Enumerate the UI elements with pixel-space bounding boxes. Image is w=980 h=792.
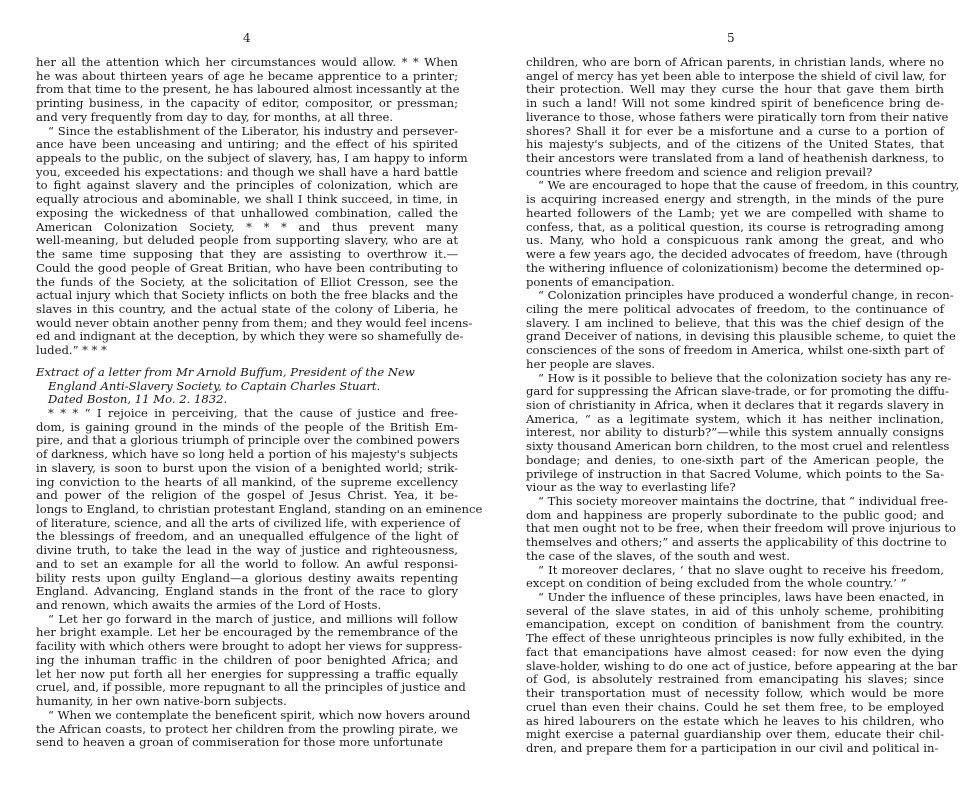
text-line: viour as the way to everlasting life? — [526, 480, 736, 495]
text-line: “ How is it possible to believe that the colonization society has any re- — [538, 370, 952, 385]
text-line: gard for suppressing the African slave-trade, or for promoting the diffu- — [526, 384, 949, 399]
right-page — [490, 0, 980, 792]
text-line: sion of christianity in Africa, when it declares that it regards slavery in — [526, 397, 944, 412]
text-line: shores? Shall it for ever be a misfortune and a curse to a portion of — [526, 123, 944, 138]
text-line: is acquiring increased energy and strength, in the minds of the pure — [526, 192, 944, 207]
text-line: and to set an example for all the world to follow. An awful responsi- — [36, 556, 458, 571]
text-line: he was about thirteen years of age he became apprentice to a printer; — [36, 68, 458, 83]
text-line: exposing the wickedness of that unhallowed combination, called the — [36, 205, 458, 220]
text-line: children, who are born of African parents, in christian lands, where no — [526, 55, 944, 69]
text-line: The effect of these unrighteous principles is now fully exhibited, in the — [526, 631, 944, 646]
text-line: us. Many, who hold a conspicuous rank among the great, and who — [526, 233, 944, 248]
text-line: equally atrocious and abominable, we shall I think succeed, in time, in — [36, 192, 458, 207]
text-line: her bright example. Let her be encouraged by the remembrance of the — [36, 625, 458, 640]
text-line: might exercise a paternal guardianship over them, educate their chil- — [526, 727, 944, 742]
text-line: except on condition of being excluded from the whole country.’ ” — [526, 576, 907, 591]
text-line: dom, is gaining ground in the minds of the people of the British Em- — [36, 419, 458, 434]
extract-heading — [36, 366, 458, 407]
text-line: and power of the religion of the gospel of Jesus Christ. Yea, it be- — [36, 488, 458, 503]
text-line: his majesty's subjects, and of the citizens of the United States, that — [526, 137, 944, 152]
text-line: Could the good people of Great Britian, who have been contributing to — [36, 260, 458, 275]
text-line: slaves in this country, and the actual state of the colony of Liberia, he — [36, 301, 458, 316]
text-line: Dated Boston, 11 Mo. 2. 1832. — [48, 392, 228, 407]
text-line: and very frequently from day to day, for months, at all three. — [36, 109, 394, 124]
text-line: would never obtain another penny from them; and they would feel incens- — [36, 315, 473, 330]
text-line: interest, nor ability to disturb?”—while this system annually consigns — [526, 425, 944, 440]
text-line: longs to England, to christian protestant England, standing on an eminence — [36, 502, 483, 516]
text-line: ed and indignant at the deception, by which they were so shamefully de- — [36, 329, 464, 344]
text-line: fact that emancipations have almost ceased: for now even the dying — [526, 644, 944, 659]
text-line: cruel than even their chains. Could he set them free, to be employed — [526, 699, 944, 714]
text-line: ponents of emancipation. — [526, 274, 675, 289]
text-line: her all the attention which her circumstances would allow. * * When — [36, 55, 458, 69]
text-line: “ When we contemplate the beneficent spirit, which now hovers around — [48, 707, 471, 722]
text-line: “ Under the influence of these principles, laws have been enacted, in — [538, 590, 945, 605]
text-line: in slavery, is soon to burst upon the vision of a benighted world; strik- — [36, 460, 458, 475]
text-line: were a few years ago, the decided advocates of freedom, have (through — [526, 247, 948, 262]
text-line: several of the slave states, in aid of this unholy scheme, prohibiting — [526, 603, 944, 618]
text-line: “ We are encouraged to hope that the cause of freedom, in this country, — [538, 178, 960, 193]
text-line: the funds of the Society, at the solicitation of Elliot Cresson, see the — [36, 274, 458, 289]
text-line: confess, that, as a political question, its course is retrograding among — [526, 219, 944, 234]
text-line: ance have been unceasing and untiring; and the effect of his spirited — [36, 137, 458, 152]
text-line: the case of the slaves, of the south and west. — [526, 548, 790, 563]
text-line: hearted followers of the Lamb; yet we are compelled with shame to — [526, 205, 944, 220]
text-line: appeals to the public, on the subject of slavery, has, I am happy to inform — [36, 151, 468, 166]
text-line: their transportation must of necessity follow, which would be more — [526, 686, 944, 701]
text-line: “ Let her go forward in the march of justice, and millions will follow — [48, 611, 458, 626]
text-line: slavery. I am inclined to believe, that this was the chief design of the — [526, 315, 944, 330]
text-line: ing conviction to the hearts of all mankind, of the supreme excellency — [36, 474, 458, 489]
text-line: printing business, in the capacity of editor, compositor, or pressman; — [36, 96, 458, 111]
text-line: you, exceeded his expectations: and though we shall have a hard battle — [36, 164, 458, 179]
text-line: “ Colonization principles have produced a wonderful change, in recon- — [538, 288, 954, 303]
text-line: bondage; and denies, to one-sixth part of the American people, the — [526, 452, 944, 467]
text-line: the African coasts, to protect her children from the prowling pirate, we — [36, 721, 458, 736]
right-text-block — [526, 55, 960, 756]
text-line: let her now put forth all her energies for suppressing a traffic equally — [36, 666, 458, 681]
text-line: liverance to those, whose fathers were piratically torn from their native — [526, 109, 949, 124]
text-line: sixty thousand American born children, to the most cruel and relentless — [526, 439, 950, 454]
text-line: dom and happiness are properly subordinate to the public good; and — [526, 507, 944, 522]
text-line: “ It moreover declares, ‘ that no slave ought to receive his freedom, — [538, 562, 944, 577]
text-line: their protection. Well may they curse the hour that gave them birth — [526, 82, 944, 97]
text-line: Extract of a letter from Mr Arnold Buffum, President of the New — [36, 364, 415, 379]
text-line: privilege of instruction in that Sacred Volume, which points to the Sa- — [526, 466, 944, 481]
text-line: as hired labourers on the estate which he leaves to his children, who — [526, 713, 944, 728]
text-line: of literature, science, and all the arts of civilized life, with experience of — [36, 515, 461, 530]
text-line: themselves and others;” and asserts the applicability of this doctrine to — [526, 535, 947, 550]
text-line: “ This society moreover maintains the doctrine, that “ individual free- — [538, 494, 948, 508]
text-line: ciling the mere political advocates of freedom, to the continuance of — [526, 301, 944, 316]
text-line: England Anti-Slavery Society, to Captain Charles Stuart. — [48, 378, 381, 393]
text-line: and renown, which awaits the armies of the Lord of Hosts. — [36, 598, 382, 613]
letter-excerpt-text — [36, 55, 473, 358]
text-line: humanity, in her own native-born subjects. — [36, 694, 287, 709]
page-number: 5 — [727, 31, 735, 45]
buffum-letter-continued-text — [526, 55, 960, 756]
text-line: England. Advancing, England stands in the front of the race to glory — [36, 584, 458, 599]
text-line: facility with which others were brought to adopt her views for suppress- — [36, 639, 463, 654]
text-line: * * * “ I rejoice in perceiving, that the cause of justice and free- — [48, 405, 458, 420]
text-line: cruel, and, if possible, more repugnant to all the principles of justice and — [36, 680, 466, 695]
left-text-block — [36, 55, 483, 750]
text-line: “ Since the establishment of the Liberator, his industry and persever- — [48, 123, 458, 138]
text-line: bility rests upon guilty England—a glorious destiny awaits repenting — [36, 570, 458, 585]
text-line: the withering influence of colonizationism) become the determined op- — [526, 260, 944, 275]
text-line: America, “ as a legitimate system, which it has neither inclination, — [526, 411, 944, 426]
text-line: consciences of the sons of freedom in America, whilst one-sixth part of — [526, 343, 944, 358]
buffum-letter-text — [36, 405, 483, 750]
page-number: 4 — [243, 31, 251, 45]
text-line: of darkness, which have so long held a portion of his majesty's subjects — [36, 447, 458, 462]
text-line: pire, and that a glorious triumph of principle over the combined powers — [36, 433, 460, 448]
text-line: ing the inhuman traffic in the children of poor benighted Africa; and — [36, 652, 458, 667]
text-line: well-meaning, but deluded people from supporting slavery, who are at — [36, 233, 458, 248]
text-line: emancipation, except on condition of banishment from the country. — [526, 617, 944, 632]
text-line: divine truth, to take the lead in the way of justice and righteousness, — [36, 543, 458, 558]
text-line: the same time supposing that they are assisting to overthrow it.— — [36, 247, 458, 262]
text-line: American Colonization Society, * * * and thus prevent many — [36, 219, 458, 234]
text-line: angel of mercy has yet been able to interpose the shield of civil law, for — [526, 68, 946, 83]
text-line: grand Deceiver of nations, in devising this plausible scheme, to quiet the — [526, 329, 956, 344]
text-line: dren, and prepare them for a participation in our civil and political in- — [526, 740, 939, 755]
text-line: in such a land! Will not some kindred spirit of beneficence bring de- — [526, 96, 944, 111]
text-line: actual injury which that Society inflicts on both the free blacks and the — [36, 288, 458, 303]
text-line: slave-holder, wishing to do one act of justice, before appearing at the bar — [526, 658, 958, 673]
text-line: the blessings of freedom, and an unequalled effulgence of the light of — [36, 529, 458, 544]
text-line: her people are slaves. — [526, 356, 656, 371]
text-line: their ancestors were translated from a land of heathenish darkness, to — [526, 151, 944, 166]
text-line: of God, is absolutely restrained from emancipating his slaves; since — [526, 672, 944, 687]
text-line: send to heaven a groan of commiseration for those more unfortunate — [36, 735, 443, 750]
text-line: luded.” * * * — [36, 343, 107, 358]
text-line: to fight against slavery and the principles of colonization, which are — [36, 178, 458, 193]
text-line: countries where freedom and science and religion prevail? — [526, 164, 873, 179]
text-line: from that time to the present, he has laboured almost incessantly at the — [36, 82, 460, 97]
text-line: that men ought not to be free, when their freedom will prove injurious to — [526, 521, 957, 536]
